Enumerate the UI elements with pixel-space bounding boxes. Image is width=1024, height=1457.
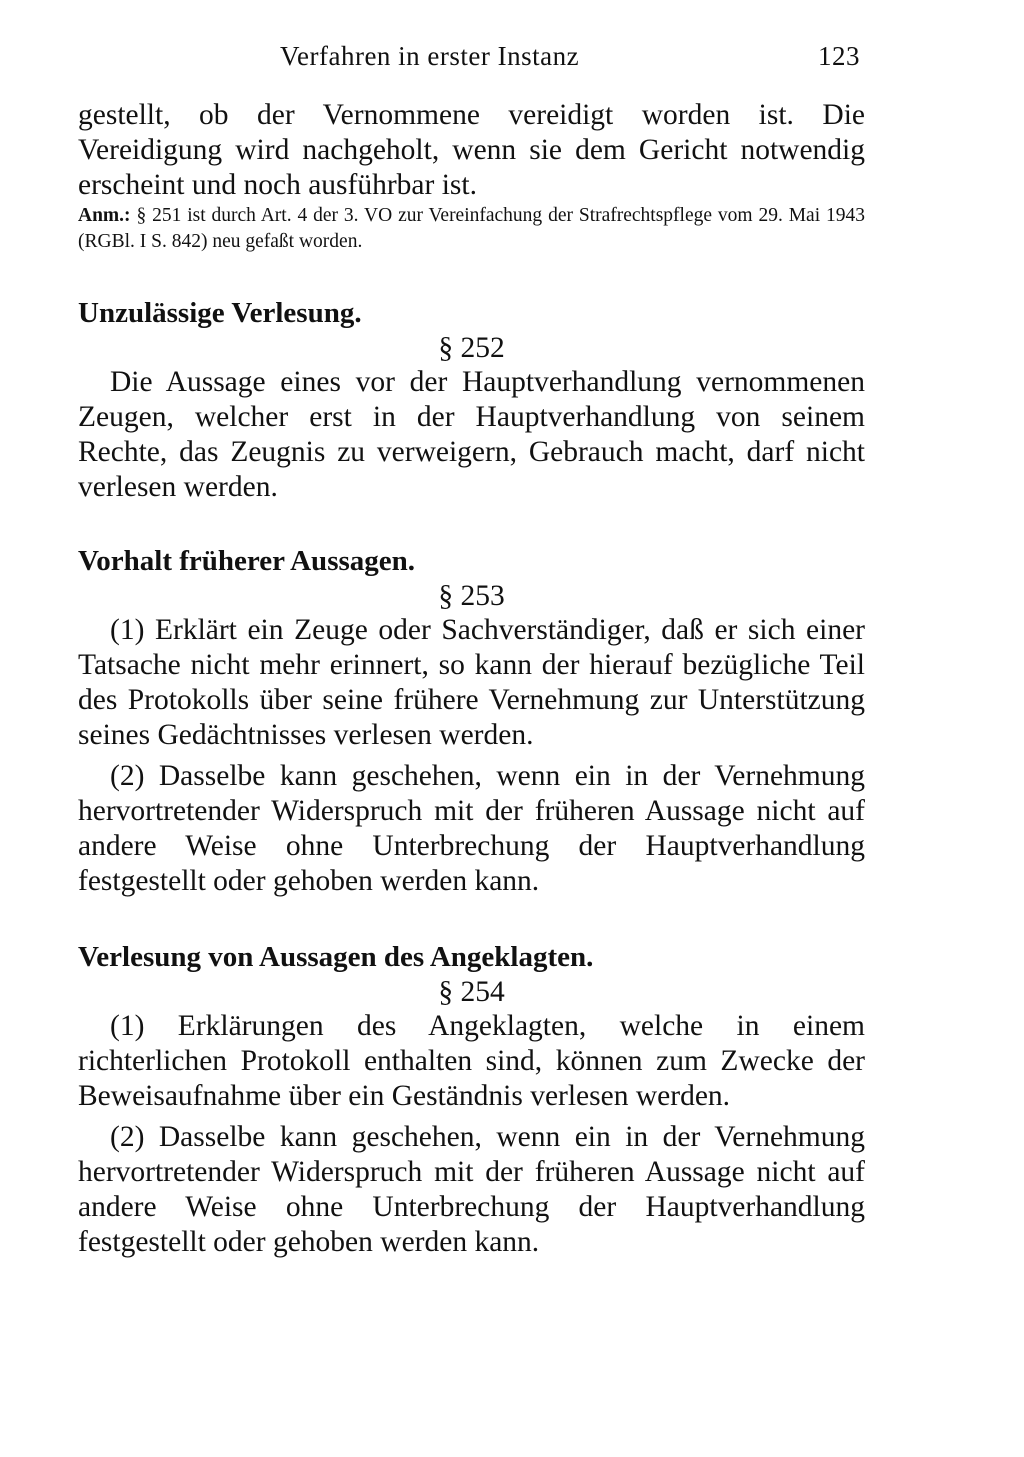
section-heading-253: Vorhalt früherer Aussagen.	[78, 545, 416, 577]
section-number-253: § 253	[438, 580, 505, 612]
running-header	[78, 36, 860, 76]
page-body	[78, 98, 865, 1260]
chapter-title: Verfahren in erster Instanz	[280, 41, 580, 71]
section-253-paragraph-2: (2) Dasselbe kann geschehen, wenn ein in der Vernehmung hervortretender Widerspruch mit der früheren Aussage nicht auf andere Weise ohne Unterbrechung der Hauptverhandlung festgestellt oder gehoben werden kann.	[78, 760, 865, 897]
section-254-paragraph-1: (1) Erklärungen des Angeklagten, welche in einem richterlichen Protokoll enthalten sind, können zum Zwecke der Beweisaufnahme über ein Geständnis verlesen werden.	[78, 1010, 865, 1112]
note-label: Anm.:	[78, 205, 131, 226]
section-252-paragraph: Die Aussage eines vor der Hauptverhandlung vernommenen Zeugen, welcher erst in der Hauptverhandlung von seinem Rechte, das Zeugnis zu verweigern, Gebrauch macht, darf nicht verlesen werden.	[78, 366, 865, 503]
section-253-paragraph-1: (1) Erklärt ein Zeuge oder Sachverständiger, daß er sich einer Tatsache nicht mehr erinnert, so kann der hierauf bezügliche Teil des Protokolls über seine frühere Vernehmung zur Unterstützung seines Gedächtnisses verlesen werden.	[78, 614, 865, 751]
annotation-note	[78, 203, 865, 255]
section-heading-254: Verlesung von Aussagen des Angeklagten.	[78, 941, 594, 973]
section-number-252: § 252	[438, 332, 505, 364]
opening-paragraph: gestellt, ob der Vernommene vereidigt worden ist. Die Vereidigung wird nachgeholt, wenn sie dem Gericht notwendig erscheint und noch ausführbar ist.	[78, 99, 865, 201]
section-heading-252: Unzulässige Verlesung.	[78, 297, 362, 329]
section-number-254: § 254	[438, 976, 505, 1008]
section-254-paragraph-2: (2) Dasselbe kann geschehen, wenn ein in der Vernehmung hervortretender Widerspruch mit der früheren Aussage nicht auf andere Weise ohne Unterbrechung der Hauptverhandlung festgestellt oder gehoben werden kann.	[78, 1121, 865, 1258]
note-text: § 251 ist durch Art. 4 der 3. VO zur Vereinfachung der Strafrechtspflege vom 29. Mai 1943 (RGBl. I S. 842) neu gefaßt worden.	[78, 205, 866, 252]
page-number: 123	[818, 41, 860, 71]
